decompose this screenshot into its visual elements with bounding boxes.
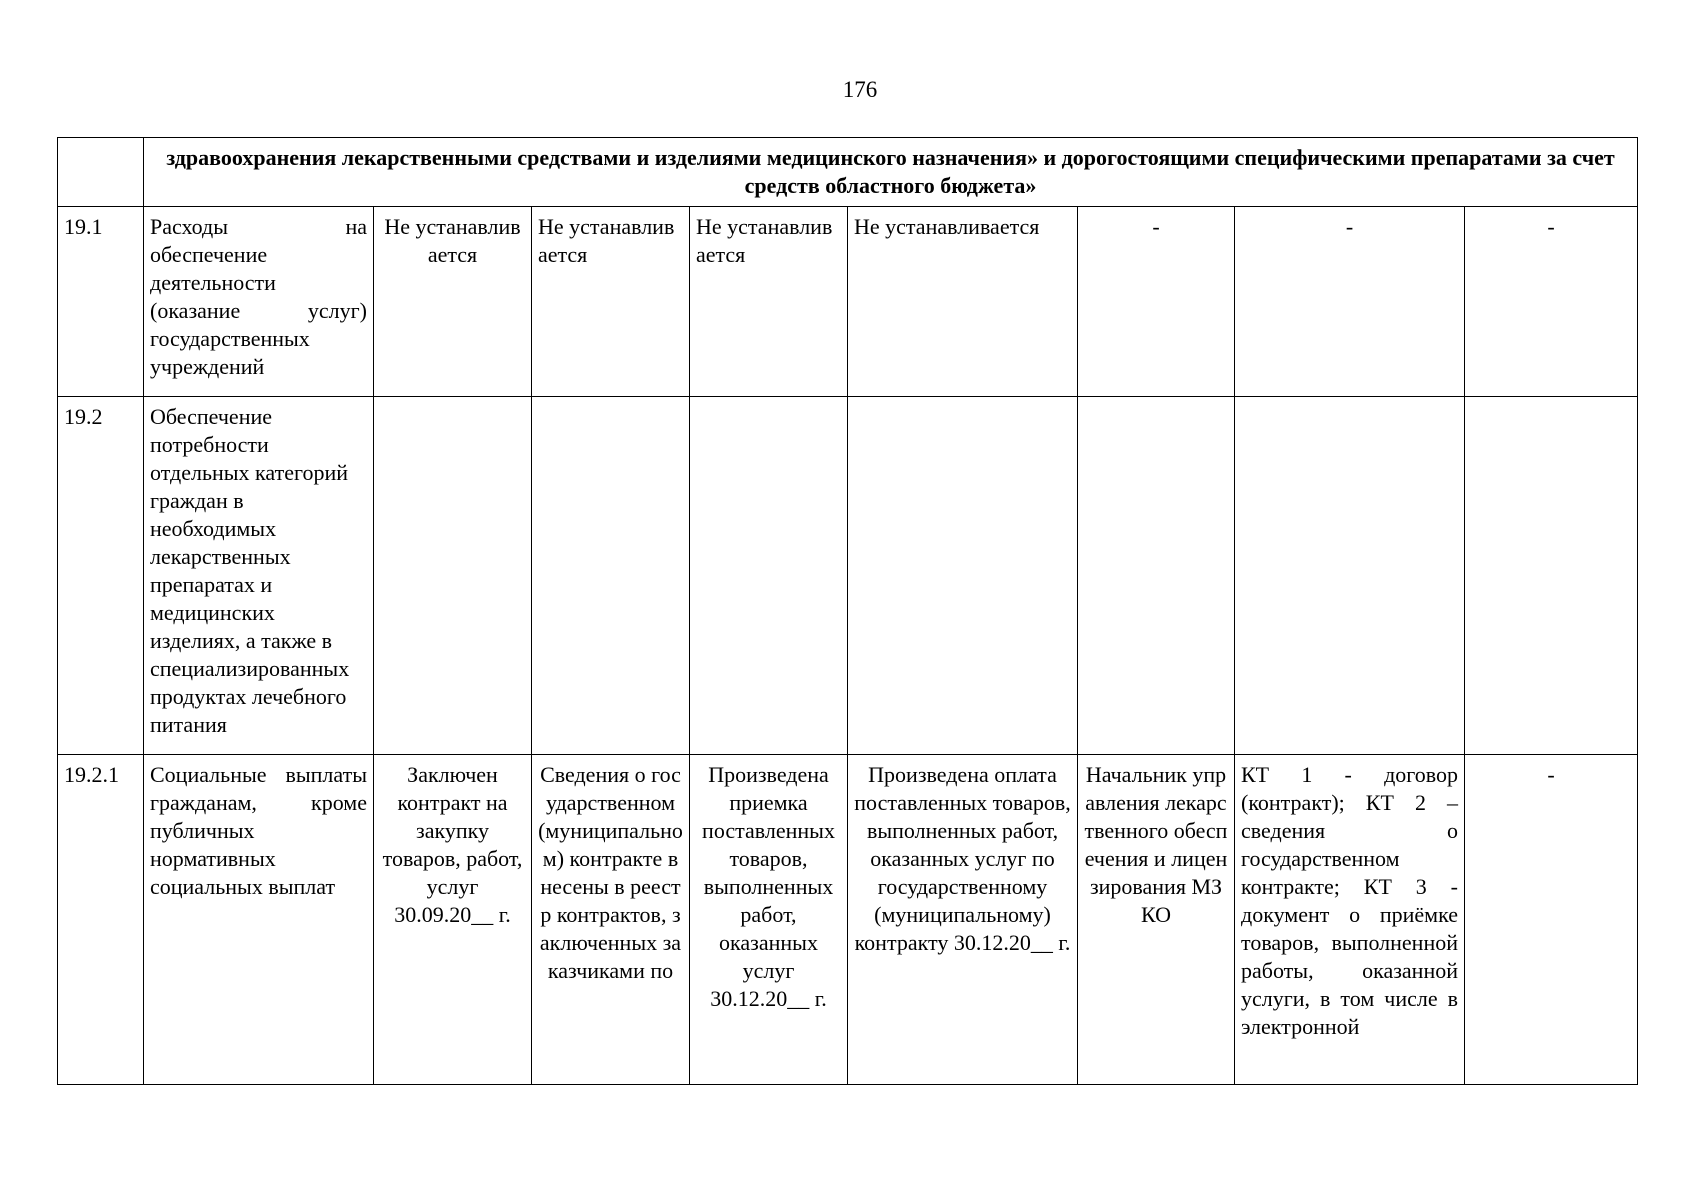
cell-col9: - [1465,755,1638,1085]
empty-cell [58,138,144,207]
row-name: Социальные выплаты гражданам, кроме публичных нормативных социальных выплат [144,755,374,1085]
cell-col3: Не устанавливается [374,207,532,397]
cell-col4: Сведения о государственном (муниципальном) контракте внесены в реестр контрактов, заключенных заказчиками по [532,755,690,1085]
cell-col5 [690,397,848,755]
section-header-row [58,138,1638,207]
cell-col7: Начальник управления лекарственного обеспечения и лицензирования МЗ КО [1078,755,1235,1085]
row-name: Расходы на обеспечение деятельности (оказание услуг) государственных учреждений [144,207,374,397]
row-number: 19.1 [58,207,144,397]
cell-col8: КТ 1 - договор (контракт); КТ 2 – сведения о государственном контракте; КТ 3 - документ о приёмке товаров, выполненной работы, оказанной услуги, в том числе в электронной [1235,755,1465,1085]
cell-col6: Не устанавливается [848,207,1078,397]
cell-col4 [532,397,690,755]
cell-col7: - [1078,207,1235,397]
cell-col3 [374,397,532,755]
cell-col4: Не устанавливается [532,207,690,397]
cell-col9 [1465,397,1638,755]
cell-col9: - [1465,207,1638,397]
data-table [57,137,1638,1085]
cell-col5: Произведена приемка поставленных товаров, выполненных работ, оказанных услуг 30.12.20__ г. [690,755,848,1085]
cell-col3: Заключен контракт на закупку товаров, работ, услуг 30.09.20__ г. [374,755,532,1085]
section-header: здравоохранения лекарственными средствами и изделиями медицинского назначения» и дорогостоящими специфическими препаратами за счет средств областного бюджета» [144,138,1638,207]
row-name: Обеспечение потребности отдельных категорий граждан в необходимых лекарственных препаратах и медицинских изделиях, а также в специализированных продуктах лечебного питания [144,397,374,755]
table-row [58,755,1638,1085]
table-row [58,207,1638,397]
cell-col6: Произведена оплата поставленных товаров, выполненных работ, оказанных услуг по государственному (муниципальному) контракту 30.12.20__ г. [848,755,1078,1085]
cell-col7 [1078,397,1235,755]
cell-col6 [848,397,1078,755]
page-number: 176 [842,77,878,102]
table-row [58,397,1638,755]
cell-col8 [1235,397,1465,755]
row-number: 19.2.1 [58,755,144,1085]
cell-col8: - [1235,207,1465,397]
cell-col5: Не устанавливается [690,207,848,397]
row-number: 19.2 [58,397,144,755]
